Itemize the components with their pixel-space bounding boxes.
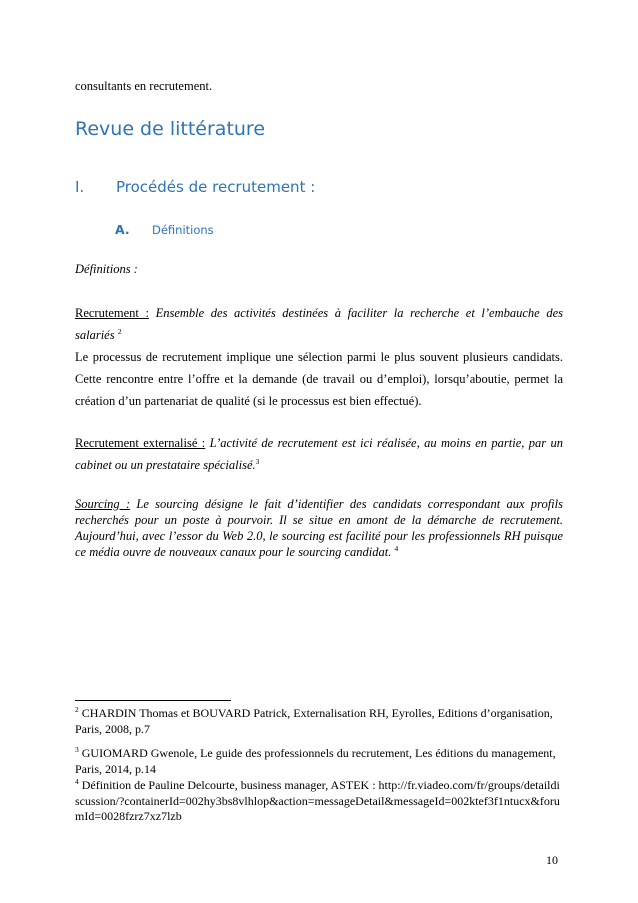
footnote-2: [75, 706, 563, 737]
definition-recrutement-text: Ensemble des activités destinées à faciliter la recherche et l’embauche des salariés: [75, 306, 563, 342]
footnote-4-number: 4: [75, 777, 79, 786]
intro-line: consultants en recrutement.: [75, 79, 213, 93]
heading-3-text: Définitions: [152, 223, 214, 237]
footnote-ref-2: 2: [117, 326, 122, 336]
footnote-2-number: 2: [75, 705, 79, 714]
term-sourcing: Sourcing :: [75, 497, 131, 511]
definitions-label: Définitions :: [75, 262, 138, 276]
term-recrutement: Recrutement :: [75, 306, 149, 320]
footnote-2-text: CHARDIN Thomas et BOUVARD Patrick, Externalisation RH, Eyrolles, Editions d’organisation, Paris, 2008, p.7: [75, 706, 553, 736]
footnote-ref-4: 4: [394, 543, 399, 553]
footnote-3-text: GUIOMARD Gwenole, Le guide des professionnels du recrutement, Les éditions du management, Paris, 2014, p.14: [75, 746, 556, 776]
page-number: 10: [546, 853, 558, 867]
heading-2-text: Procédés de recrutement :: [116, 178, 316, 196]
footnote-3: [75, 746, 563, 777]
heading-revue-de-litterature: Revue de littérature: [75, 118, 266, 140]
footnote-separator: [75, 700, 231, 701]
footnote-4: [75, 778, 563, 825]
definition-recrutement-externalise-text: L’activité de recrutement est ici réalisée, au moins en partie, par un cabinet ou un prestataire spécialisé.: [75, 436, 563, 472]
definition-sourcing: [75, 496, 563, 560]
recrutement-body: Le processus de recrutement implique une sélection parmi le plus souvent plusieurs candidats. Cette rencontre entre l’offre et la demande (de travail ou d’emploi), lorsqu’aboutie, permet la création d’un partenariat de qualité (si le processus est bien effectué).: [75, 350, 563, 408]
term-recrutement-externalise: Recrutement externalisé :: [75, 436, 206, 450]
heading-3-number: A.: [115, 222, 130, 237]
footnote-4-text: Définition de Pauline Delcourte, business manager, ASTEK : http://fr.viadeo.com/fr/groups/detaildiscussion/?containerId=002hy3bs8vlhlop&action=messageDetail&messageId=002ktef3f1ntucx&forumId=0028fzrz7xz7lzb: [75, 778, 560, 823]
definition-recrutement: [75, 302, 563, 412]
definition-sourcing-text: Le sourcing désigne le fait d’identifier des candidats correspondant aux profils recherchés pour un poste à pourvoir. Il se situe en amont de la démarche de recrutement. Aujourd’hui, avec l’essor du Web 2.0, le sourcing est facilité pour les professionnels RH puisque ce média ouvre de nouveaux canaux pour le sourcing candidat.: [75, 497, 563, 559]
definition-recrutement-externalise: [75, 432, 563, 476]
footnote-3-number: 3: [75, 745, 79, 754]
footnote-ref-3: 3: [255, 456, 260, 466]
heading-2-number: I.: [75, 178, 85, 196]
